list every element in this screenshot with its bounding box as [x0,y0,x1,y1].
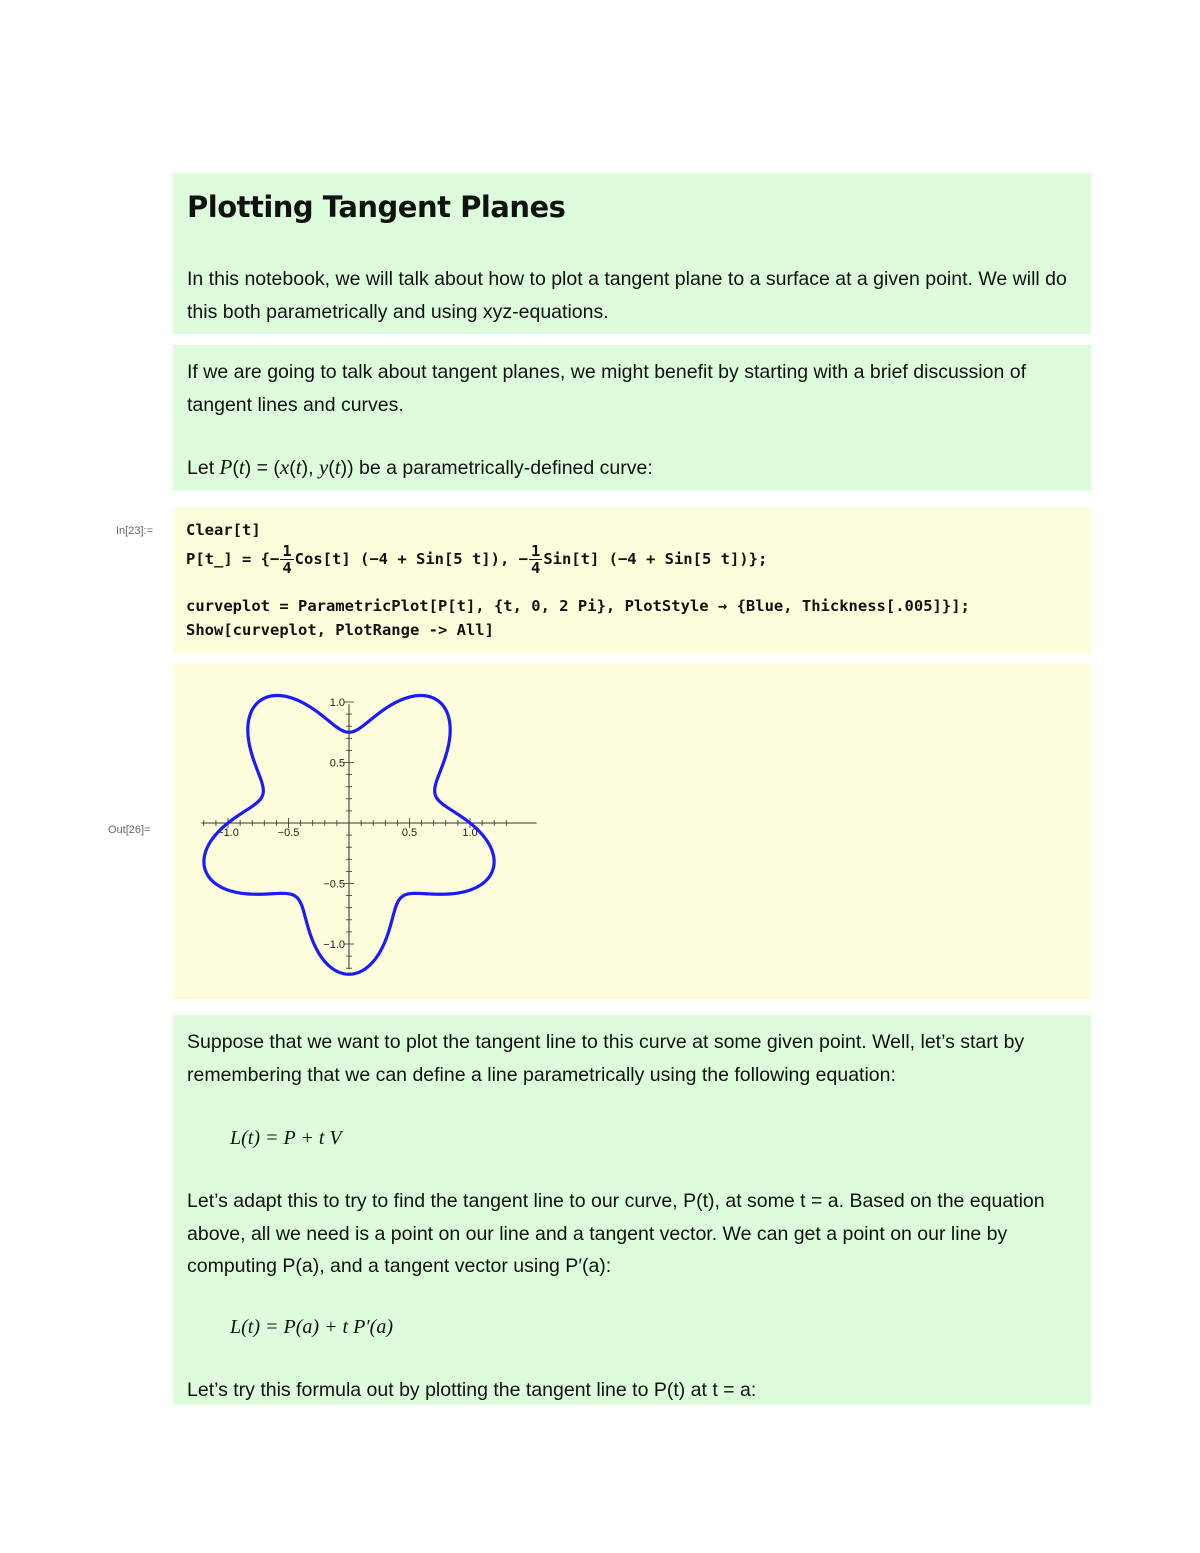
y-tick-label: 0.5 [329,757,345,770]
plot-output-cell [173,664,1091,999]
intro-paragraph: In this notebook, we will talk about how to plot a tangent plane to a surface at a given point. We will do this both parametrically and using xyz-equations. [187,268,1067,323]
x-tick-label: −0.5 [277,827,300,839]
x-tick-label: −1.0 [217,827,239,839]
discussion-paragraph: If we are going to talk about tangent planes, we might benefit by starting with a brief discussion of tangent lines and curves. [187,361,1026,416]
page-title: Plotting Tangent Planes [187,190,566,224]
y-tick-label: −1.0 [323,939,345,951]
try-formula-paragraph: Let’s try this formula out by plotting the tangent line to P(t) at t = a: [187,1379,757,1401]
y-tick-label: −0.5 [323,878,345,891]
code-line-show: Show[curveplot, PlotRange -> All] [186,621,494,639]
discussion-cell [173,345,1091,491]
x-tick-label: 1.0 [462,827,478,839]
tangent-intro-paragraph: Suppose that we want to plot the tangent line to this curve at some given point. Well, let’s start by remembering that we can define a line parametrically using the following equation: [187,1031,1025,1086]
y-tick-label: 1.0 [329,697,345,709]
code-input-cell[interactable] [173,507,1091,654]
line-equation: L(t) = P + t V [230,1127,342,1149]
parametric-plot [173,664,1091,999]
x-tick-label: 0.5 [401,827,418,839]
output-label: Out[26]= [108,824,151,836]
curve-definition-paragraph: Let P(t) = (x(t), y(t)) be a parametrically-defined curve: [187,455,653,479]
code-line-plot: curveplot = ParametricPlot[P[t], {t, 0, 2 Pi}, PlotStyle → {Blue, Thickness[.005]}]; [186,597,970,615]
fraction-one-quarter: $\frac{1}{4}$ [530,542,541,577]
input-label: In[23]:= [116,525,154,537]
tangent-method-paragraph: Let’s adapt this to try to find the tangent line to our curve, P(t), at some t = a. Based on the equation above, all we need is a point on our line and a tangent vector. We can get a point on our line by computing P(a), and a tangent vector using P′(a): [187,1190,1045,1277]
fraction-one-quarter: $\frac{1}{4}$ [282,542,292,577]
tangent-line-cell [173,1015,1091,1405]
title-cell [173,173,1091,334]
tangent-line-equation: L(t) = P(a) + t P′(a) [230,1316,393,1338]
code-line-clear: Clear[t] [186,521,261,539]
code-line-definition: P[t_] = {− $\frac{1}{4}$ Cos[t] (−4 + Sin[5 t]), − $\frac{1}{4}$ Sin[t] (−4 + Sin[5 t])}; [186,542,768,577]
